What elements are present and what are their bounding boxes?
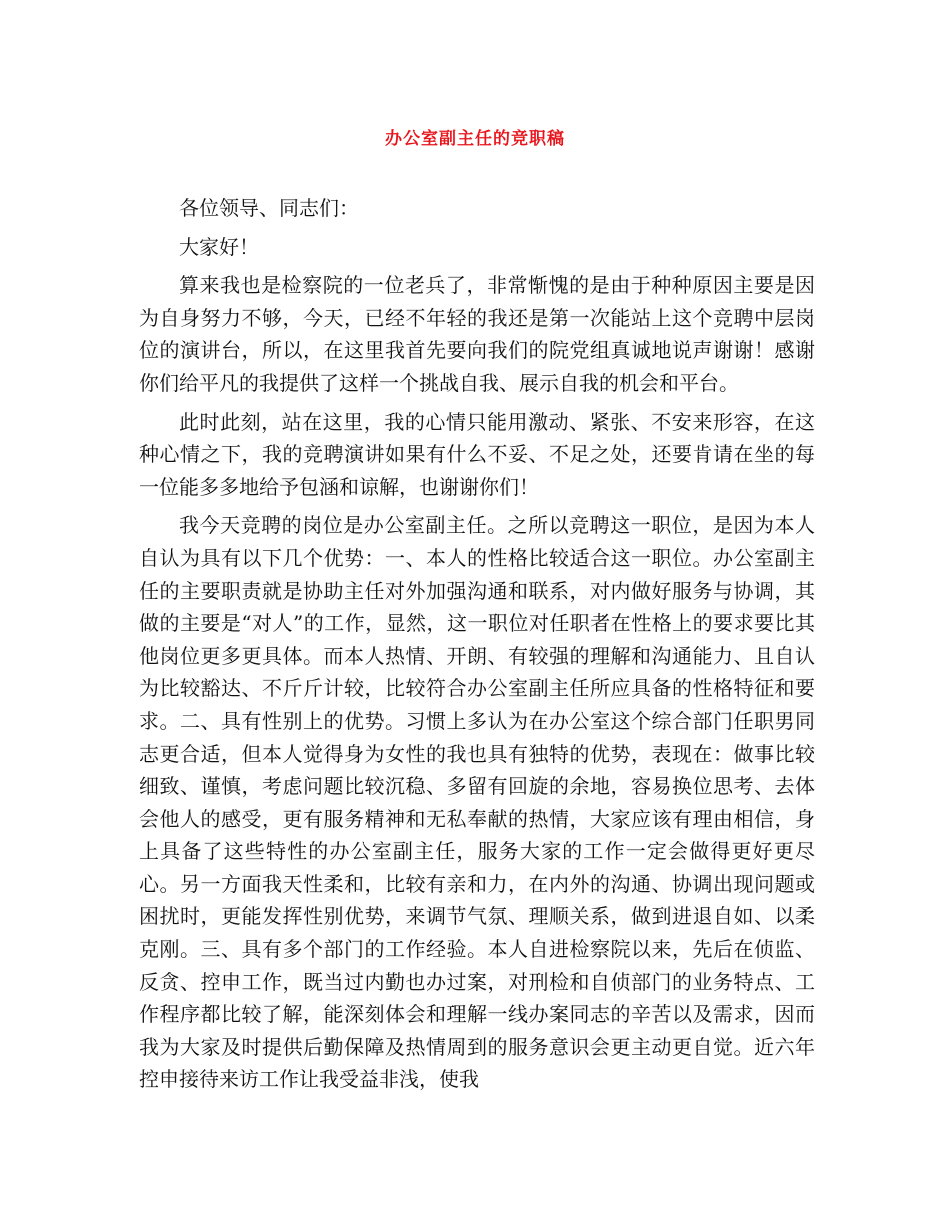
body-paragraph: 我今天竞聘的岗位是办公室副主任。之所以竞聘这一职位，是因为本人自认为具有以下几个优势：一、本人的性格比较适合这一职位。办公室副主任的主要职责就是协助主任对外加强沟通和联系，对内做好服务与协调，其做的主要是“对人”的工作，显然，这一职位对任职者在性格上的要求要比其他岗位更多更具体。而本人热情、开朗、有较强的理解和沟通能力、且自认为比较豁达、不斤斤计较，比较符合办公室副主任所应具备的性格特征和要求。二、具有性别上的优势。习惯上多认为在办公室这个综合部门任职男同志更合适，但本人觉得身为女性的我也具有独特的优势，表现在：做事比较细致、谨慎，考虑问题比较沉稳、多留有回旋的余地，容易换位思考、去体会他人的感受，更有服务精神和无私奉献的热情，大家应该有理由相信，身上具备了这些特性的办公室副主任，服务大家的工作一定会做得更好更尽心。另一方面我天性柔和，比较有亲和力，在内外的沟通、协调出现问题或困扰时，更能发挥性别优势，来调节气氛、理顺关系，做到进退自如、以柔克刚。三、具有多个部门的工作经验。本人自进检察院以来，先后在侦监、反贪、控申工作，既当过内勤也办过案，对刑检和自侦部门的业务特点、工作程序都比较了解，能深刻体会和理解一线办案同志的辛苦以及需求，因而我为大家及时提供后勤保障及热情周到的服务意识会更主动更自觉。近六年控申接待来访工作让我受益非浅，使我	[139, 513, 815, 1092]
greeting-paragraph: 大家好！	[179, 234, 259, 259]
salutation-paragraph: 各位领导、同志们：	[179, 196, 359, 220]
document-title: 办公室副主任的竞职稿	[385, 129, 565, 149]
document-body	[139, 192, 815, 1102]
body-paragraph: 算来我也是检察院的一位老兵了，非常惭愧的是由于种种原因主要是因为自身努力不够，今天，已经不年轻的我还是第一次能站上这个竞聘中层岗位的演讲台，所以，在这里我首先要向我们的院党组真诚地说声谢谢！感谢你们给平凡的我提供了这样一个挑战自我、展示自我的机会和平台。	[139, 273, 815, 395]
body-paragraph: 此时此刻，站在这里，我的心情只能用激动、紧张、不安来形容，在这种心情之下，我的竞聘演讲如果有什么不妥、不足之处，还要肯请在坐的每一位能多多地给予包涵和谅解，也谢谢你们！	[139, 409, 815, 499]
